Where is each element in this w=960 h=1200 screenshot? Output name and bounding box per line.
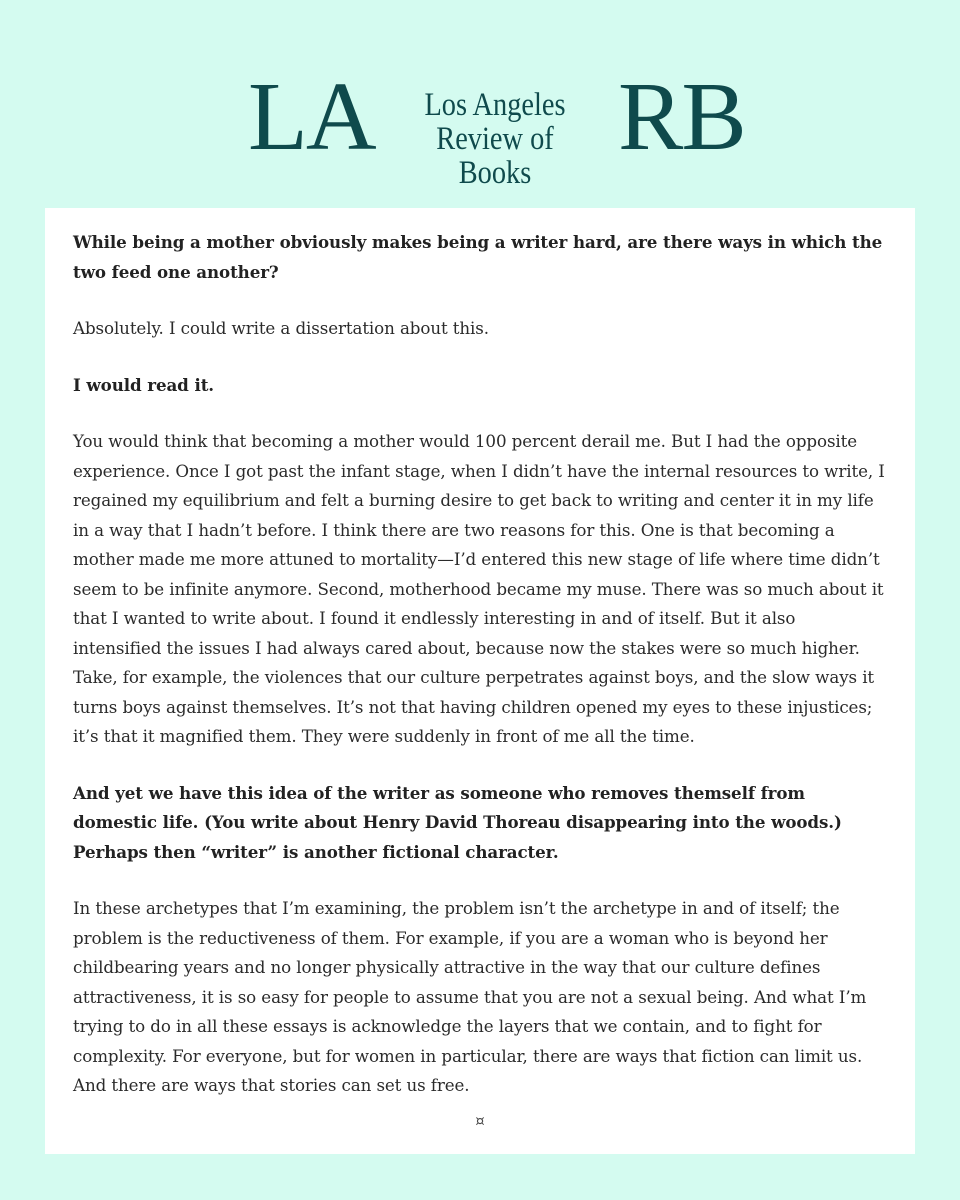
logo-rb-letters: RB: [618, 63, 745, 171]
interview-question: I would read it.: [73, 374, 215, 395]
end-ornament: ¤: [475, 1112, 485, 1130]
article-card: [45, 208, 915, 1154]
interview-answer: In these archetypes that I’m examining, the problem isn’t the archetype in and of itself; the problem is the reductiveness of them. For example, if you are a woman who is beyond her childbearing years and no longer physically attractive in the way that our culture defines attractiveness, it is so easy for people to assume that you are not a sexual being. And what I’m trying to do in all these essays is acknowledge the layers that we contain, and to fight for complexity. For everyone, but for women in particular, there are ways that fiction can limit us. And there are ways that stories can set us free.: [73, 898, 867, 1095]
logo-name-line-2: Review of Books: [436, 121, 554, 191]
logo-publication-name: [400, 88, 591, 190]
logo-la-letters: LA: [248, 63, 375, 171]
interview-answer: You would think that becoming a mother would 100 percent derail me. But I had the opposite experience. Once I got past the infant stage, when I didn’t have the internal resources to write, I regained my equilibrium and felt a burning desire to get back to writing and center it in my life in a way that I hadn’t before. I think there are two reasons for this. One is that becoming a mother made me more attuned to mortality—I’d entered this new stage of life where time didn’t seem to be infinite anymore. Second, motherhood became my muse. There was so much about it that I wanted to write about. I found it endlessly interesting in and of itself. But it also intensified the issues I had always cared about, because now the stakes were so much higher. Take, for example, the violences that our culture perpetrates against boys, and the slow ways it turns boys against themselves. It’s not that having children opened my eyes to these injustices; it’s that it magnified them. They were suddenly in front of me all the time.: [73, 431, 885, 746]
interview-question: And yet we have this idea of the writer as someone who removes themself from domestic life. (You write about Henry David Thoreau disappearing into the woods.) Perhaps then “writer” is another fictional character.: [73, 782, 842, 862]
masthead: [0, 0, 960, 208]
logo-name-line-1: Los Angeles: [424, 87, 566, 123]
interview-question: While being a mother obviously makes being a writer hard, are there ways in which the two feed one another?: [73, 232, 883, 282]
interview-answer: Absolutely. I could write a dissertation about this.: [73, 318, 489, 338]
